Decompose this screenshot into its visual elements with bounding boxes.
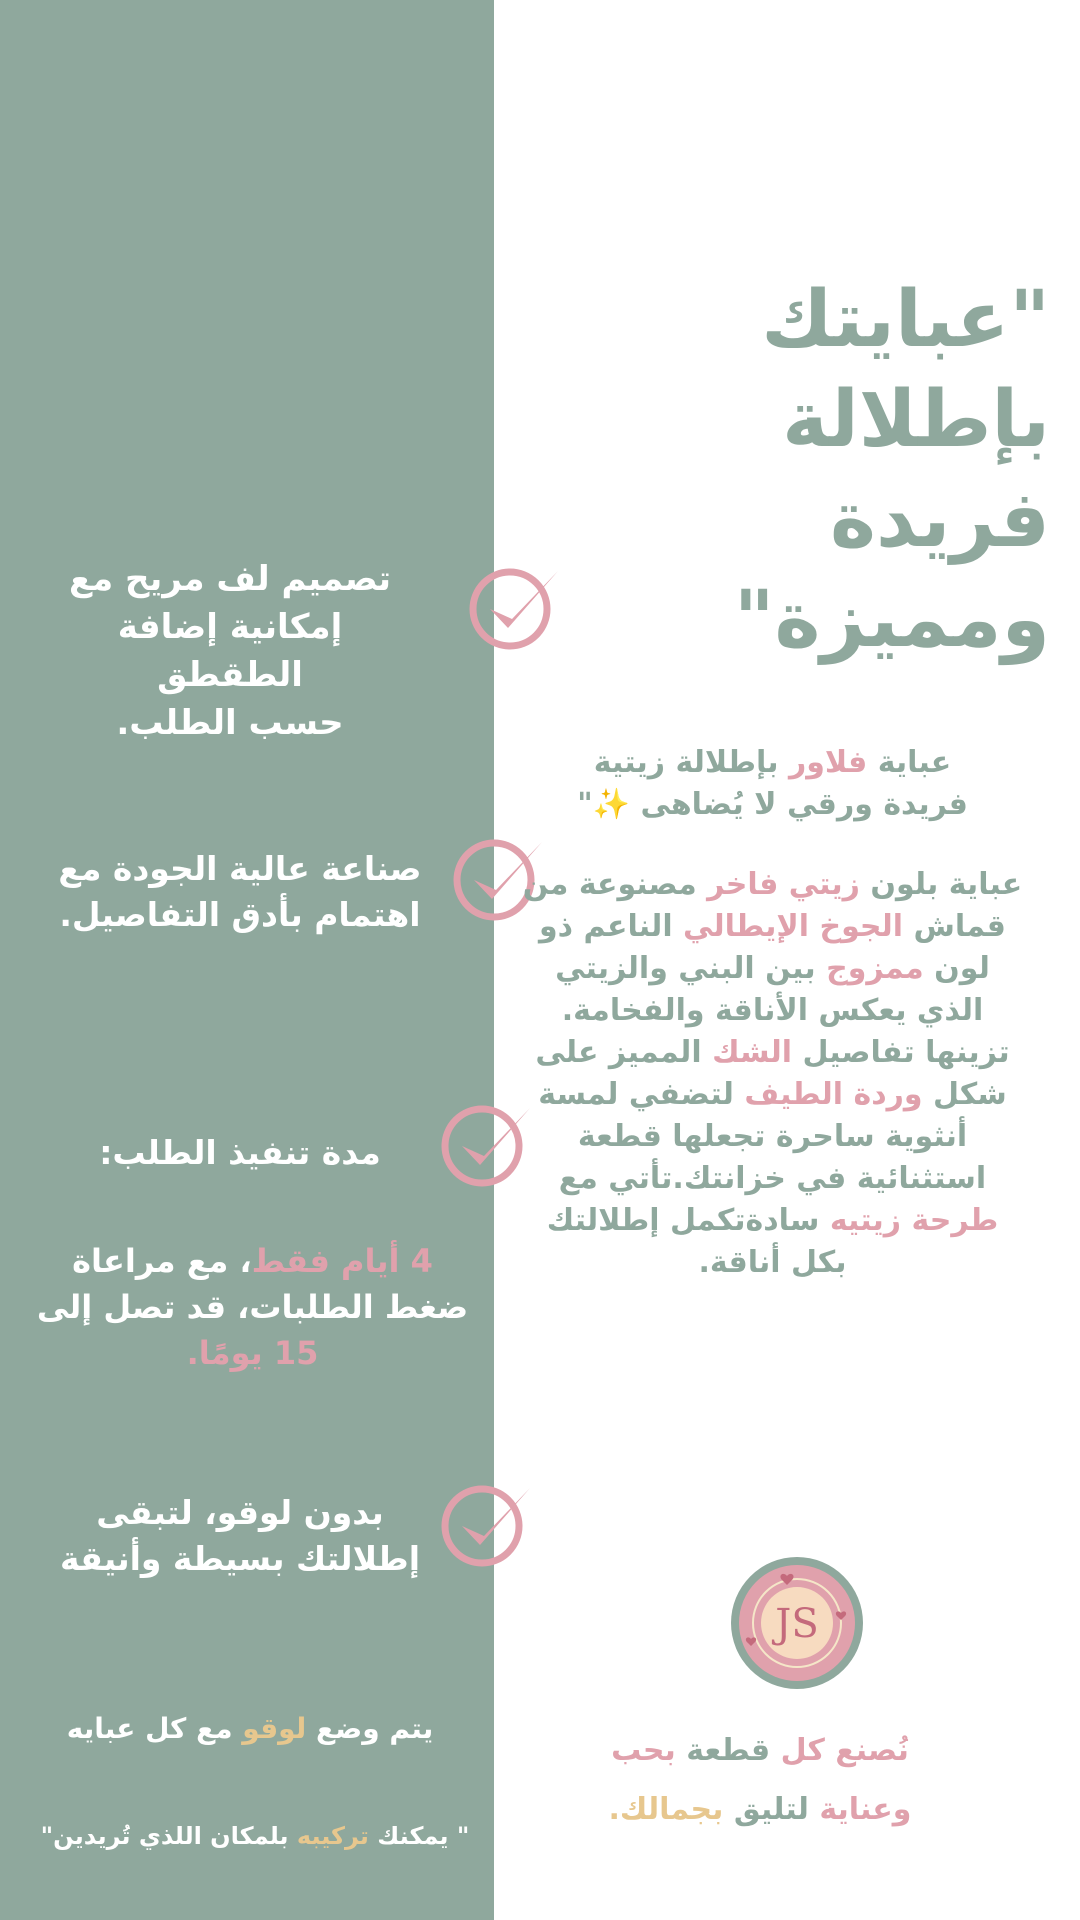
product-description (520, 742, 1025, 1284)
description-body: عباية بلون زيتي فاخر مصنوعة من قماش الجوخ الإيطالي الناعم ذو لون ممزوج بين البني والزيتي الذي يعكس الأناقة والفخامة. تزينها تفاصيل الشك المميز على شكل وردة الطيف لتضفي لمسة أنثوية ساحرة تجعلها قطعة استثنائية في خزانتك.تأتي مع طرحة زيتيه سادةتكمل إطلالتك بكل أناقة. (522, 867, 1023, 1280)
logo-note: يتم وضع لوقو مع كل عبايه (66, 1712, 434, 1745)
checkmark-icon (440, 1480, 540, 1570)
logo-monogram: JS (775, 1601, 819, 1647)
install-note: " يمكنك تركيبه بلمكان اللذي تُريدين" (40, 1822, 470, 1850)
tagline-line2: وعناية لتليق بجمالك. (608, 1792, 912, 1827)
feature-nologo-text: بدون لوقو، لتبقى إطلالتك بسيطة وأنيقة (59, 1493, 421, 1578)
page-title: "عبايتك بإطلالة فريدة ومميزة" (733, 275, 1050, 665)
feature-duration-heading: مدة تنفيذ الطلب: (99, 1133, 381, 1172)
brand-logo (729, 1555, 865, 1691)
feature-quality-text: صناعة عالية الجودة مع اهتمام بأدق التفاصيل. (58, 849, 422, 934)
description-intro: عباية فلاور بإطلالة زيتية فريدة ورقي لا يُضاهى ✨" (577, 745, 968, 822)
checkmark-icon (468, 563, 568, 653)
tagline-line1: نُصنع كل قطعة بحب (611, 1733, 909, 1768)
left-panel (0, 0, 494, 1920)
feature-wrap-text: تصميم لف مريح مع إمكانية إضافة الطقطق حسب الطلب. (68, 559, 392, 743)
feature-duration-detail: 4 أيام فقط، مع مراعاة ضغط الطلبات، قد تصل إلى 15 يومًا. (36, 1242, 469, 1372)
